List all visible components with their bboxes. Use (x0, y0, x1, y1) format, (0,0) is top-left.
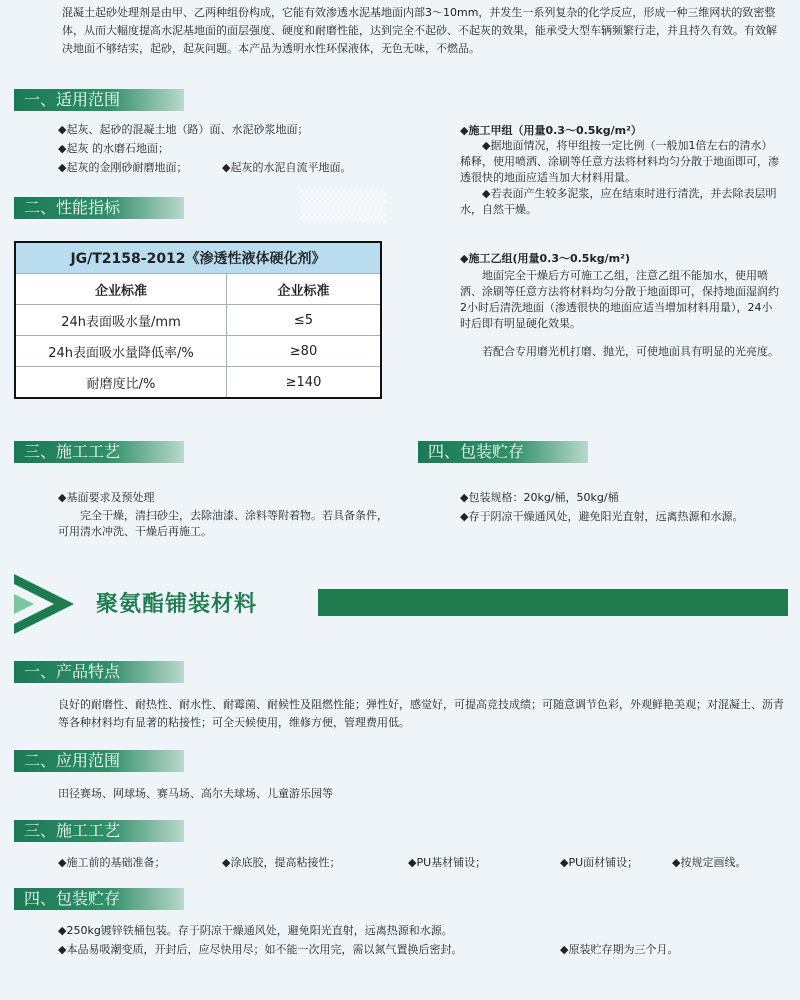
table-header-cell: 企业标准 (15, 274, 227, 305)
list-item: ◆起灰的水泥自流平地面。 (222, 161, 352, 174)
banner-title: 聚氨酯铺装材料 (96, 592, 258, 617)
section-scope-heading (14, 89, 184, 111)
list-item: ◆起灰的金刚砂耐磨地面； (58, 161, 188, 174)
table-row (15, 367, 381, 399)
banner-bar (318, 589, 788, 616)
section-storage-heading (418, 441, 588, 463)
table-cell: ≥140 (227, 367, 382, 399)
list-item: ◆本品易吸潮变质，开封后，应尽快用尽；如不能一次用完，需以氮气置换后密封。 (58, 943, 463, 956)
process-subtitle: ◆基面要求及预处理 (58, 491, 155, 504)
pu-features-heading (14, 661, 184, 683)
pu-scope-text: 田径赛场、网球场、赛马场、高尔夫球场、儿童游乐园等 (58, 787, 333, 800)
section-process-title: 三、施工工艺 (24, 442, 121, 461)
table-title: JG/T2158-2012《渗透性液体硬化剂》 (15, 242, 381, 274)
process-text: 完全干燥，清扫砂尘，去除油漆、涂料等附着物。若具备条件，可用清水冲洗、干燥后再施工。 (58, 509, 388, 538)
list-item: ◆包装规格：20kg/桶，50kg/桶 (460, 491, 619, 504)
list-item: ◆起灰、起砂的混凝土地（路）面、水泥砂浆地面； (58, 123, 309, 136)
list-item: ◆按规定画线。 (672, 856, 747, 869)
list-item: ◆原装贮存期为三个月。 (560, 943, 679, 956)
table-cell: 24h表面吸水量/mm (15, 305, 227, 336)
arrow-chevron-core-icon (14, 594, 34, 614)
section-scope-title: 一、适用范围 (24, 90, 121, 109)
list-item: ◆涂底胶，提高粘接性； (222, 856, 341, 869)
pu-storage-title: 四、包装贮存 (24, 889, 121, 908)
table-cell: 耐磨度比/% (15, 367, 227, 399)
table-cell: ≤5 (227, 305, 382, 336)
table-header-cell: 企业标准 (227, 274, 382, 305)
section-performance-title: 二、性能指标 (24, 198, 121, 217)
pu-storage-heading (14, 888, 184, 910)
component-b-text-2: 若配合专用磨光机打磨、抛光，可使地面具有明显的光亮度。 (482, 345, 779, 358)
table-title-row (15, 242, 381, 274)
table-cell: 24h表面吸水量降低率/% (15, 336, 227, 367)
pu-process-title: 三、施工工艺 (24, 821, 121, 840)
intro-paragraph: 混凝土起砂处理剂是由甲、乙两种组份构成，它能有效渗透水泥基地面内部3～10mm，并发生一系列复杂的化学反应，形成一种三维网状的致密整体，从而大幅度提高水泥基地面的面层强度、硬度和耐磨性能，达到完全不起砂、不起灰的效果，能承受大型车辆频繁行走，并且持久有效。有效解决地面不够结实，起砂，起灰问题。本产品为透明水性环保液体，无色无味，不燃品。 (62, 6, 777, 55)
section-storage-title: 四、包装贮存 (428, 442, 525, 461)
pu-scope-title: 二、应用范围 (24, 751, 121, 770)
table-row (15, 305, 381, 336)
pu-scope-heading (14, 750, 184, 772)
pu-process-heading (14, 820, 184, 842)
component-a-text: ◆据地面情况，将甲组按一定比例（一般加1倍左右的清水）稀释，使用喷洒、涂刷等任意方法将材料均匀分散于地面即可，渗透很快的地面应适当加大材料用量。 (460, 139, 779, 184)
component-b-text: 地面完全干燥后方可施工乙组，注意乙组不能加水，使用喷洒、涂刷等任意方法将材料均匀分散于地面即可，保持地面湿润约2小时后清洗地面（渗透很快的地面应适当增加材料用量），24小时后即有明显硬化效果。 (460, 269, 779, 330)
list-item: ◆PU面材铺设； (560, 856, 639, 869)
list-item: ◆施工前的基础准备； (58, 856, 166, 869)
list-item: ◆存于阴凉干燥通风处，避免阳光直射，远离热源和水源。 (460, 510, 744, 523)
pu-features-title: 一、产品特点 (24, 662, 121, 681)
section-process-heading (14, 441, 184, 463)
component-a-title: ◆施工甲组（用量0.3～0.5kg/m²） (460, 124, 642, 137)
table-row (15, 336, 381, 367)
list-item: ◆PU基材铺设； (408, 856, 487, 869)
table-cell: ≥80 (227, 336, 382, 367)
component-b-title: ◆施工乙组(用量0.3～0.5kg/m²) (460, 252, 630, 265)
table-header-row (15, 274, 381, 305)
component-a-text-2: ◆若表面产生较多泥浆，应在结束时进行清洗，并去除表层明水，自然干燥。 (460, 187, 777, 216)
watermark-decoration: ▒▒▒▒ (300, 190, 387, 223)
list-item: ◆250kg镀锌铁桶包装。存于阴凉干燥通风处，避免阳光直射，远离热源和水源。 (58, 924, 453, 937)
pu-features-text: 良好的耐磨性、耐热性、耐水性、耐霉菌、耐候性及阻燃性能；弹性好，感觉好，可提高竞技成绩；可随意调节色彩，外观鲜艳美观；对混凝土、沥青等各种材料均有显著的粘接性；可全天候使用，维修方便，管理费用低。 (58, 698, 784, 729)
standards-table (14, 241, 382, 399)
section-performance-heading (14, 197, 184, 219)
list-item: ◆起灰 的水磨石地面； (58, 142, 169, 155)
